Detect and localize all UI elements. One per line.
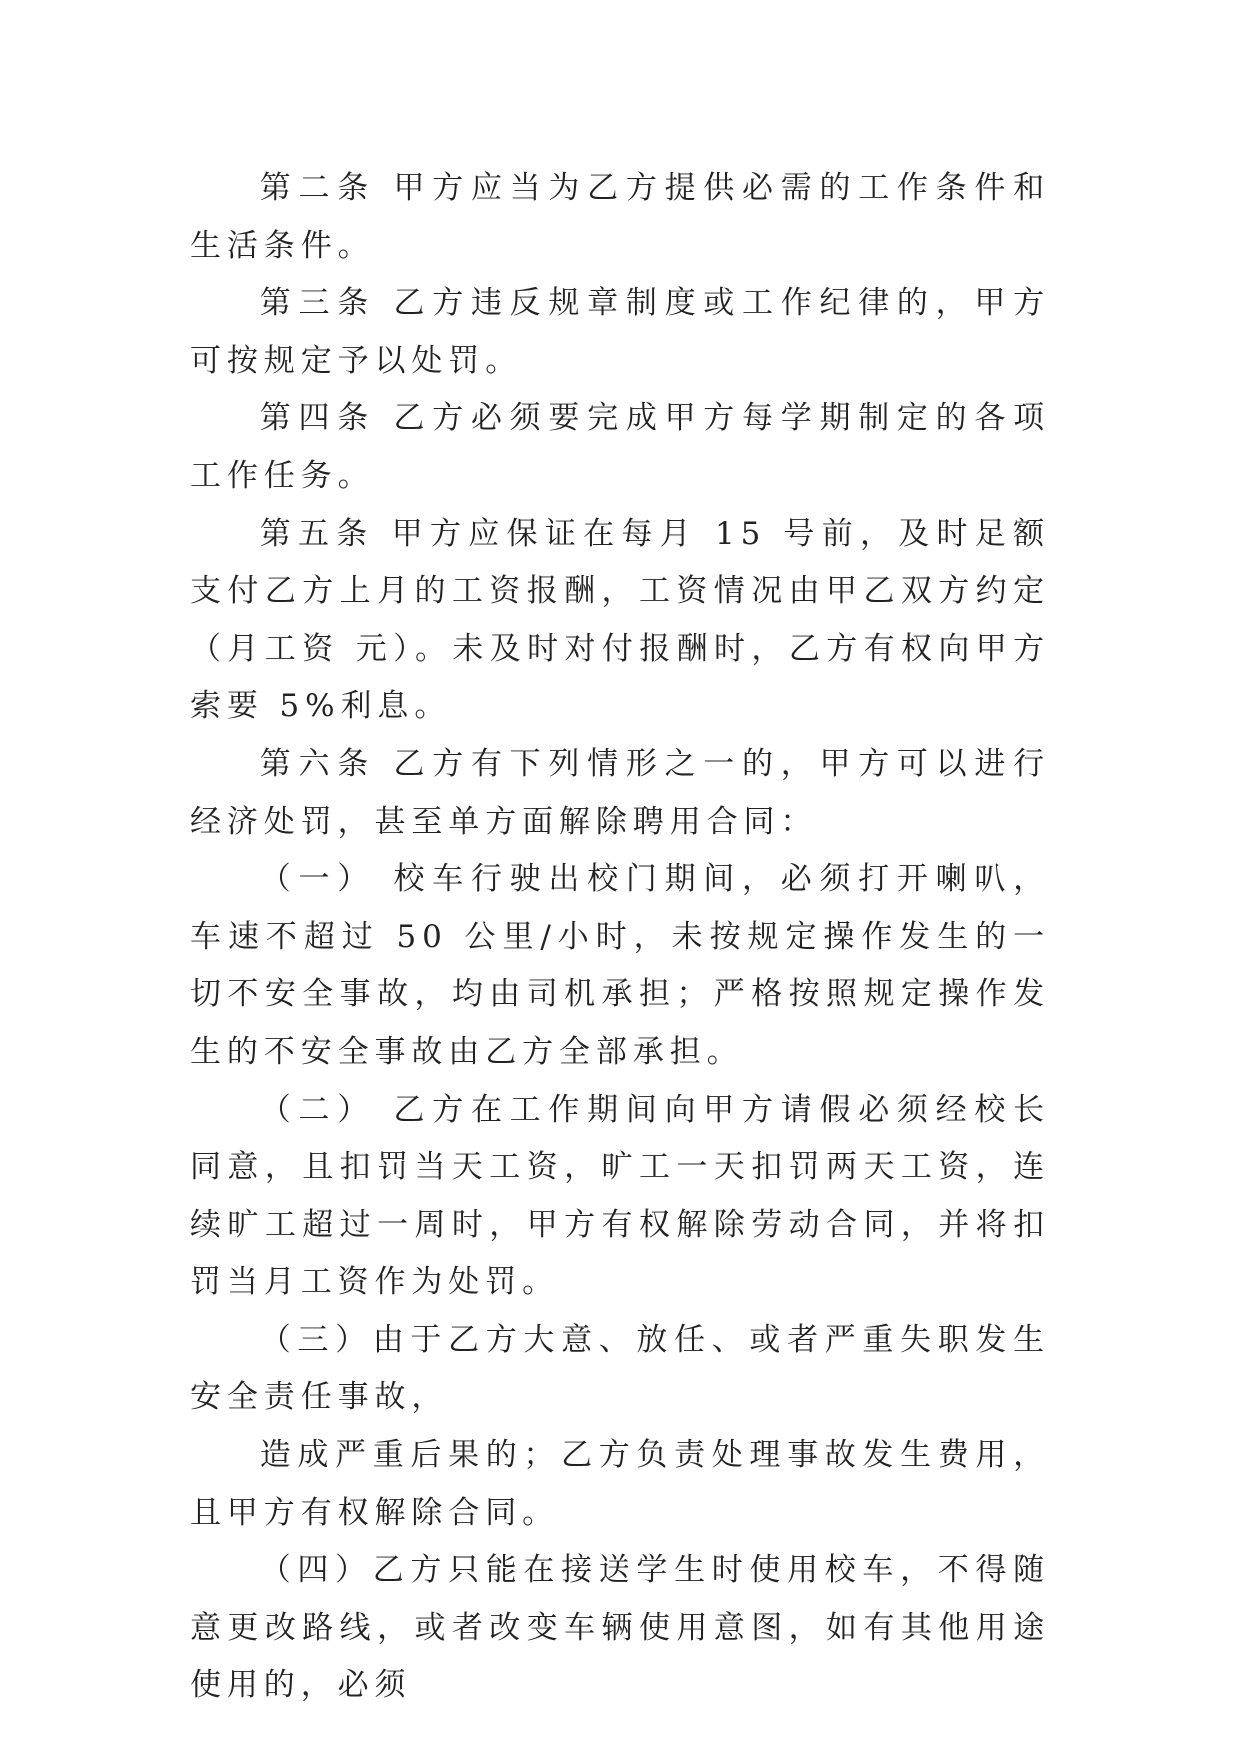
clause-6-item-2: （二） 乙方在工作期间向甲方请假必须经校长同意，且扣罚当天工资，旷工一天扣罚两天工资，连续旷工超过一周时，甲方有权解除劳动合同，并将扣罚当月工资作为处罚。 — [190, 1091, 1050, 1301]
clause-6-item-1: （一） 校车行驶出校门期间，必须打开喇叭，车速不超过 50 公里/小时，未按规定操作发生的一切不安全事故，均由司机承担；严格按照规定操作发生的不安全事故由乙方全部承担。 — [190, 861, 1050, 1070]
clause-3: 第三条 乙方违反规章制度或工作纪律的，甲方可按规定予以处罚。 — [190, 285, 1050, 379]
clause-6-item-3: （三）由于乙方大意、放任、或者严重失职发生安全责任事故， — [190, 1321, 1050, 1416]
clause-6-item-4: （四）乙方只能在接送学生时使用校车，不得随意更改路线，或者改变车辆使用意图，如有其他用途使用的，必须 — [190, 1552, 1050, 1704]
clause-2: 第二条 甲方应当为乙方提供必需的工作条件和生活条件。 — [190, 170, 1050, 264]
clause-6: 第六条 乙方有下列情形之一的，甲方可以进行经济处罚，甚至单方面解除聘用合同： — [190, 745, 1050, 840]
clause-5: 第五条 甲方应保证在每月 15 号前，及时足额支付乙方上月的工资报酬，工资情况由甲乙双方约定（月工资 元）。未及时对付报酬时，乙方有权向甲方索要 5%利息。 — [190, 515, 1050, 725]
document-body — [190, 160, 1050, 1715]
clause-6-item-3-continued: 造成严重后果的；乙方负责处理事故发生费用，且甲方有权解除合同。 — [190, 1437, 1050, 1531]
clause-4: 第四条 乙方必须要完成甲方每学期制定的各项工作任务。 — [190, 400, 1050, 494]
